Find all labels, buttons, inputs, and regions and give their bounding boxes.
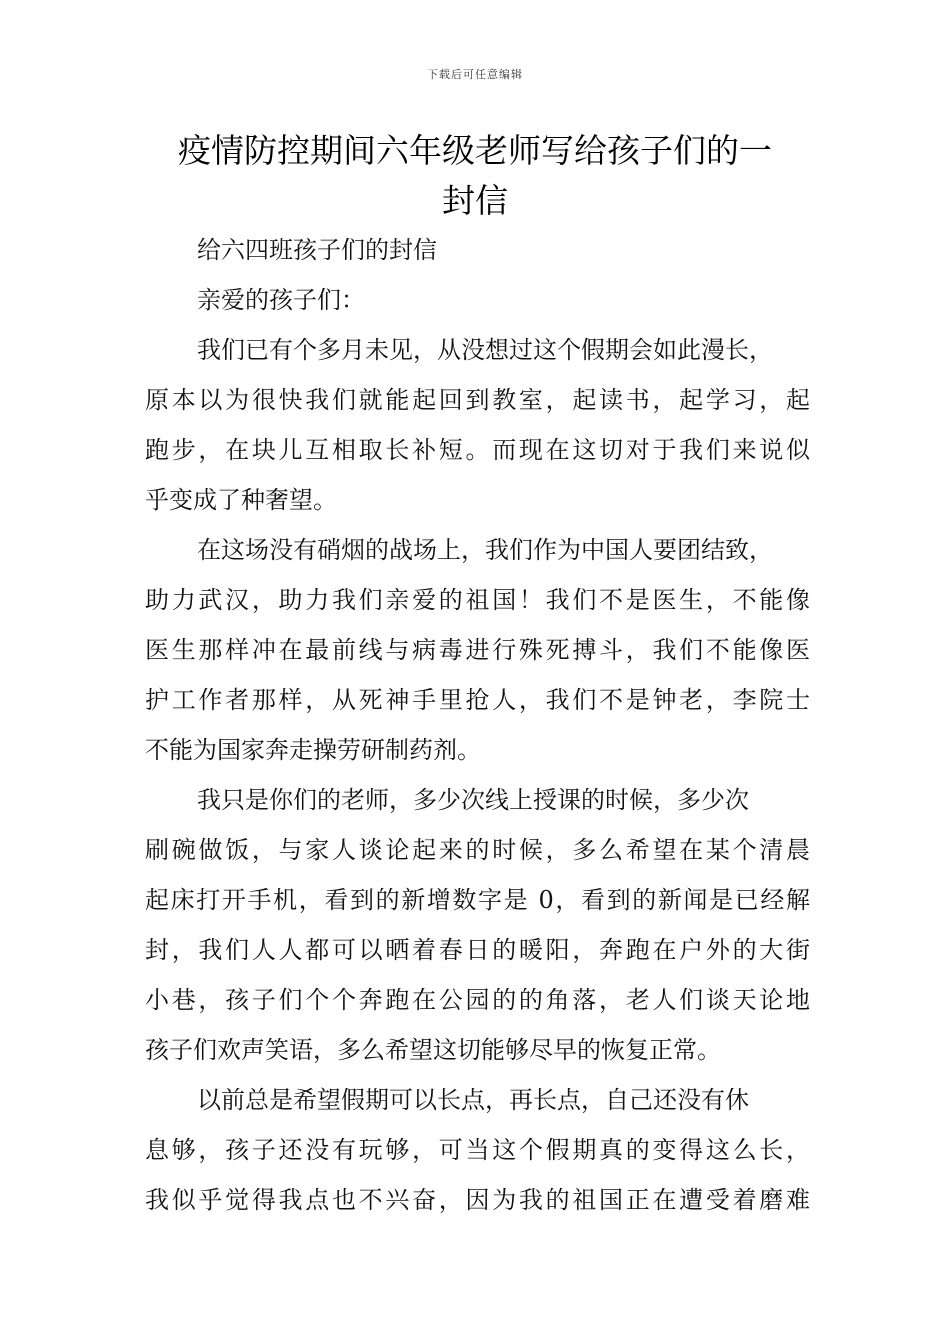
paragraph-line: 起床打开手机，看到的新增数字是 0，看到的新闻是已经解	[145, 886, 810, 914]
document-title	[120, 126, 830, 226]
paragraph-line: 乎变成了种奢望。	[145, 486, 337, 514]
greeting: 亲爱的孩子们：	[197, 286, 365, 314]
paragraph-line: 助力武汉，助力我们亲爱的祖国！我们不是医生，不能像	[145, 586, 810, 614]
subtitle: 给六四班孩子们的封信	[197, 236, 437, 264]
paragraph-line: 原本以为很快我们就能起回到教室，起读书，起学习，起	[145, 386, 810, 414]
paragraph-line: 我只是你们的老师，多少次线上授课的时候，多少次	[197, 786, 749, 814]
paragraph-line: 医生那样冲在最前线与病毒进行殊死搏斗，我们不能像医	[145, 636, 810, 664]
document-body	[145, 225, 810, 1225]
title-line-1: 疫情防控期间六年级老师写给孩子们的一	[178, 131, 772, 170]
paragraph-1	[145, 325, 810, 525]
paragraph-line: 孩子们欢声笑语，多么希望这切能够尽早的恢复正常。	[145, 1036, 721, 1064]
paragraph-2	[145, 525, 810, 775]
paragraph-line: 不能为国家奔走操劳研制药剂。	[145, 736, 481, 764]
title-line-2: 封信	[442, 181, 508, 220]
paragraph-line: 以前总是希望假期可以长点，再长点，自己还没有休	[197, 1086, 749, 1114]
paragraph-line: 刷碗做饭，与家人谈论起来的时候，多么希望在某个清晨	[145, 836, 810, 864]
paragraph-line: 小巷，孩子们个个奔跑在公园的的角落，老人们谈天论地	[145, 986, 810, 1014]
header-note: 下载后可任意编辑	[427, 68, 523, 81]
paragraph-line: 护工作者那样，从死神手里抢人，我们不是钟老，李院士	[145, 686, 810, 714]
paragraph-3	[145, 775, 810, 1075]
paragraph-line: 我似乎觉得我点也不兴奋，因为我的祖国正在遭受着磨难	[145, 1186, 810, 1214]
paragraph-line: 封，我们人人都可以晒着春日的暖阳，奔跑在户外的大街	[145, 936, 810, 964]
paragraph-line: 在这场没有硝烟的战场上，我们作为中国人要团结致，	[197, 536, 773, 564]
paragraph-line: 我们已有个多月未见，从没想过这个假期会如此漫长，	[197, 336, 773, 364]
paragraph-line: 跑步，在块儿互相取长补短。而现在这切对于我们来说似	[145, 436, 810, 464]
paragraph-line: 息够，孩子还没有玩够，可当这个假期真的变得这么长，	[145, 1136, 810, 1164]
paragraph-4	[145, 1075, 810, 1225]
